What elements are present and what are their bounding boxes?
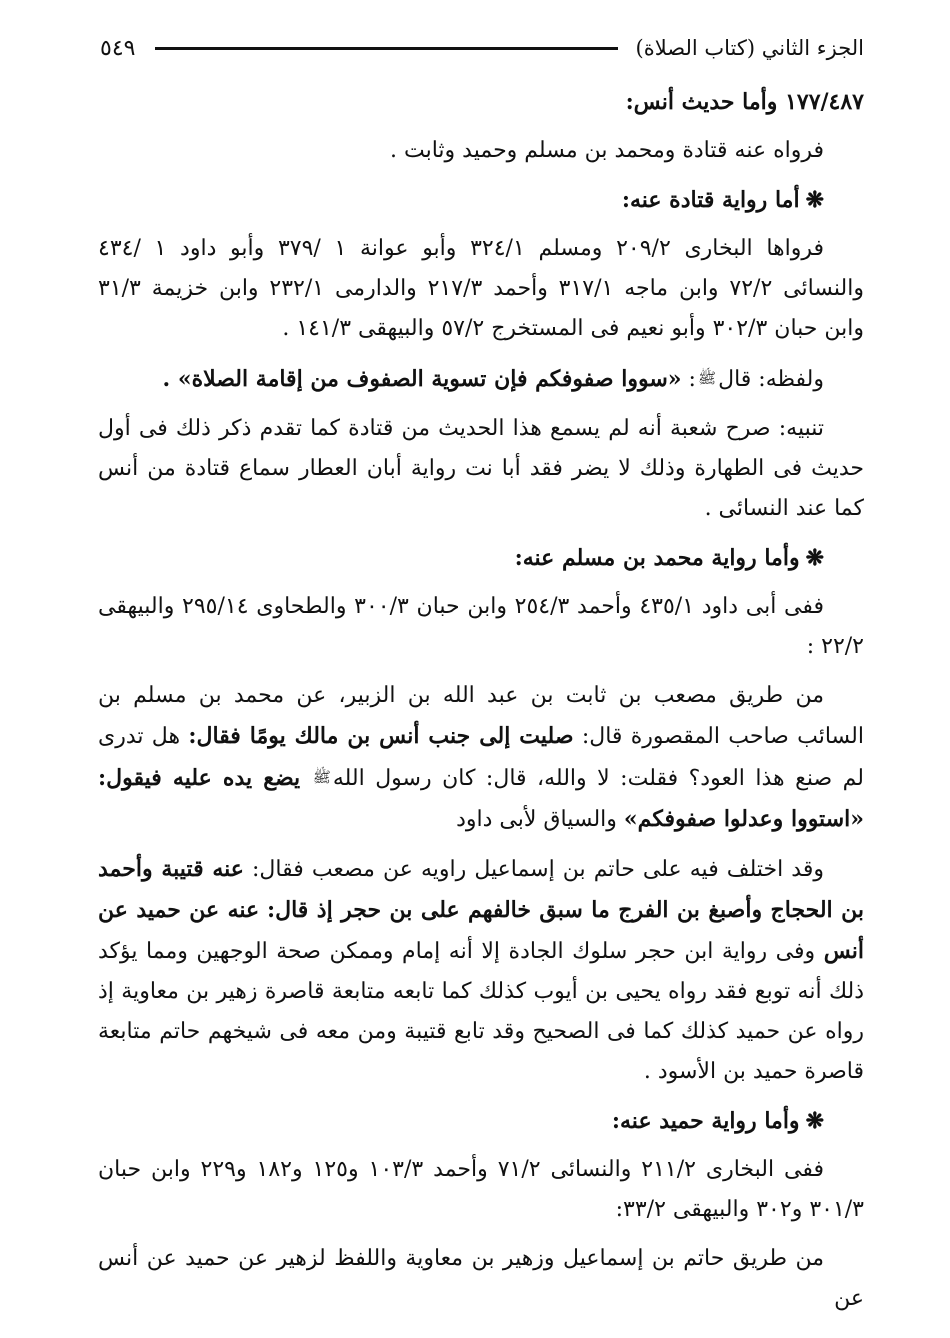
salawat-icon: ﷺ [697,369,717,387]
paragraph-qatada-sources: فرواها البخارى ٢٠٩/٢ ومسلم ٣٢٤/١ وأبو عوانة ١ /٣٧٩ وأبو داود ١ /٤٣٤ والنسائى ٧٢/٢ وابن ماجه ٣١٧/١ وأحمد ٢١٧/٣ والدارمى ٢٣٢/١ وابن خزيمة ٣١/٣ وابن حبان ٣٠٢/٣ وأبو نعيم فى المستخرج ٥٧/٢ والبيهقى ١٤١/٣ . [98,236,864,341]
paragraph-discrepancy [98,849,864,1092]
paragraph-note [98,409,864,529]
paragraph-humaid-sources: ففى البخارى ٢١١/٢ والنسائى ٧١/٢ وأحمد ١٠٣/٣ و١٢٥ و١٨٢ و٢٢٩ وابن حبان ٣٠١/٣ و٣٠٢ والبيهقى ٣٣/٢: [98,1157,864,1222]
section-heading-qatada [98,180,864,220]
wording-lead: ولفظه: قال [718,367,824,392]
star-icon: ❋ [805,187,824,213]
note-text: صرح شعبة أنه لم يسمع هذا الحديث من قتادة كما تقدم ذكر ذلك فى أول حديث فى الطهارة وذلك لا يضر فقد أبا نت رواية أبان العطار سماع قتادة من أنس كما عند النسائى . [98,416,864,521]
paragraph-wording: ولفظه: قالﷺ: «سووا صفوفكم فإن تسوية الصفوف من إقامة الصلاة» . [162,366,824,392]
hadith-number: ١٧٧/٤٨٧ [785,89,864,115]
star-icon: ❋ [805,1108,824,1134]
chain-quote: يضع يده عليه فيقول: [98,765,301,791]
salawat-icon: ﷺ [312,768,331,786]
chain-text: والسياق لأبى داود [456,807,617,832]
chain-text: هل تدرى لم صنع هذا العود؟ فقلت: لا والله، قال: كان رسول الله [98,724,864,791]
star-icon: ❋ [805,545,824,571]
section-heading-text: وأما رواية محمد بن مسلم عنه: [514,545,800,571]
running-title: الجزء الثاني (كتاب الصلاة) [635,36,864,60]
discrepancy-text: وقد اختلف فيه على حاتم بن إسماعيل راويه عن مصعب فقال: [252,857,824,882]
section-heading-humaid [98,1101,864,1141]
discrepancy-quote: عنه عن حميد عن أنس [98,897,864,964]
paragraph-narrators: فرواه عنه قتادة ومحمد بن مسلم وحميد وثابت . [390,138,824,163]
section-heading-text: وأما رواية حميد عنه: [611,1108,800,1134]
hadith-title: وأما حديث أنس: [625,89,778,115]
paragraph-muhammad-sources: ففى أبى داود ٤٣٥/١ وأحمد ٢٥٤/٣ وابن حبان ٣٠٠/٣ والطحاوى ٢٩٥/١٤ والبيهقى ٢٢/٢ : [98,594,864,659]
discrepancy-quote: عنه قتيبة وأحمد بن الحجاج وأصبغ بن الفرج ما سبق خالفهم على بن حجر إذ قال: [98,856,864,923]
page-header [100,28,864,68]
page-body [98,82,864,1328]
paragraph-chain-hatim: من طريق حاتم بن إسماعيل وزهير بن معاوية واللفظ لزهير عن حميد عن أنس عن [98,1246,864,1311]
section-heading-muhammad [98,538,864,578]
hadith-quote: «سووا صفوفكم فإن تسوية الصفوف من إقامة الصلاة» . [162,366,682,392]
page-number: ٥٤٩ [100,35,136,61]
chain-quote: صليت إلى جنب أنس بن مالك يومًا فقال: [188,723,574,749]
note-label: تنبيه: [778,416,824,441]
chain-text: من طريق مصعب بن ثابت بن عبد الله بن الزبير، عن محمد بن مسلم بن السائب صاحب المقصورة قال: [98,683,864,749]
discrepancy-text: وفى رواية ابن حجر سلوك الجادة إلا أنه إمام وممكن صحة الوجهين ومما يؤكد ذلك أنه توبع فقد رواه يحيى بن أيوب كذلك كما تابعه متابعة قاصرة زهير بن معاوية إذ رواه عن حميد كذلك كما فى الصحيح وقد تابع قتيبة ومن معه فى شيخهم حاتم متابعة قاصرة حميد بن الأسود . [98,939,864,1084]
header-rule [155,47,617,50]
hadith-quote: «استووا وعدلوا صفوفكم» [623,806,864,832]
section-heading-text: أما رواية قتادة عنه: [621,187,800,213]
paragraph-chain-musab [98,676,864,840]
hadith-heading [98,82,864,122]
